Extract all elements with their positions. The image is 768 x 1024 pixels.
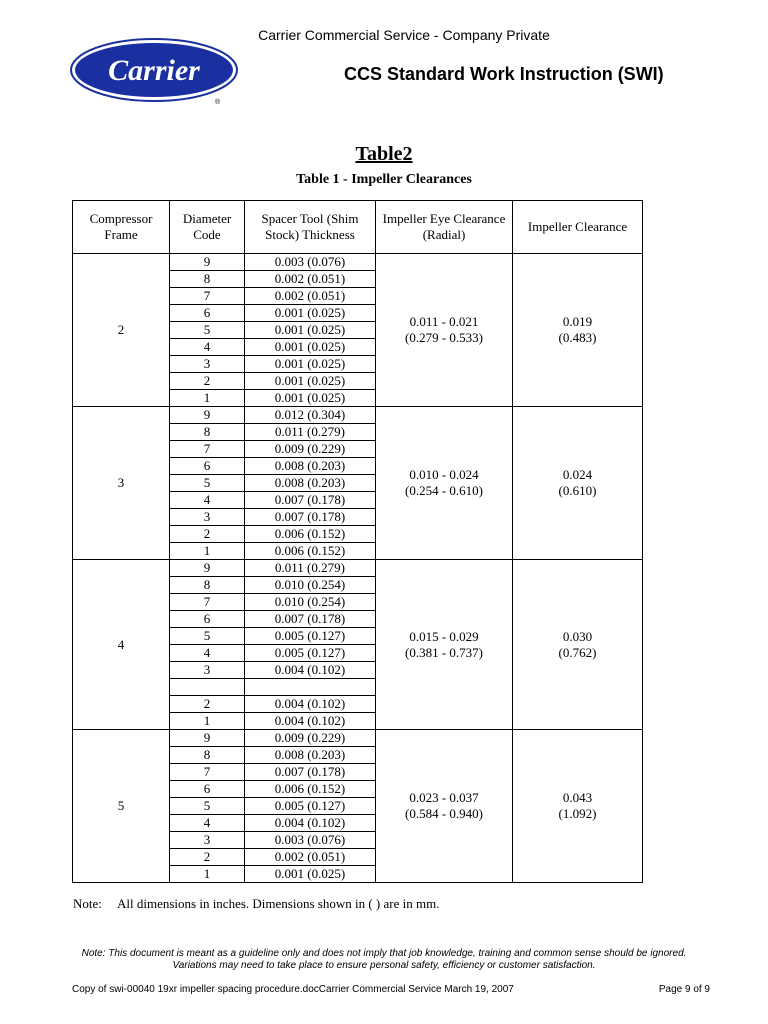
cell-diameter-code: 2	[170, 373, 245, 390]
note-label: Note:	[73, 896, 102, 911]
note-text: All dimensions in inches. Dimensions shown in ( ) are in mm.	[117, 896, 440, 911]
table-row	[73, 730, 643, 747]
carrier-logo	[70, 37, 242, 105]
impeller-clearance-mm: (0.610)	[558, 483, 597, 498]
cell-spacer-thickness: 0.004 (0.102)	[245, 815, 376, 832]
disclaimer	[0, 948, 768, 972]
cell-spacer-thickness: 0.012 (0.304)	[245, 407, 376, 424]
cell-spacer-thickness: 0.007 (0.178)	[245, 492, 376, 509]
cell-spacer-thickness: 0.005 (0.127)	[245, 628, 376, 645]
header-impeller-clearance: Impeller Clearance	[513, 201, 643, 254]
cell-diameter-code: 9	[170, 254, 245, 271]
cell-spacer-thickness: 0.006 (0.152)	[245, 781, 376, 798]
cell-diameter-code: 2	[170, 526, 245, 543]
cell-spacer-thickness: 0.008 (0.203)	[245, 458, 376, 475]
cell-spacer-thickness: 0.009 (0.229)	[245, 441, 376, 458]
table-body	[73, 254, 643, 883]
cell-spacer-thickness: 0.007 (0.178)	[245, 611, 376, 628]
cell-impeller-clearance	[513, 730, 643, 883]
eye-clearance-mm: (0.279 - 0.533)	[405, 330, 483, 345]
cell-spacer-thickness: 0.002 (0.051)	[245, 849, 376, 866]
cell-diameter-code: 3	[170, 832, 245, 849]
table-heading: Table2	[355, 143, 413, 165]
table-caption: Table 1 - Impeller Clearances	[296, 172, 472, 187]
cell-spacer-thickness: 0.003 (0.076)	[245, 254, 376, 271]
cell-spacer-thickness: 0.005 (0.127)	[245, 645, 376, 662]
cell-diameter-code: 3	[170, 662, 245, 679]
footer-page-number: Page 9 of 9	[658, 984, 710, 995]
table-row	[73, 254, 643, 271]
logo-registered-mark: ®	[215, 99, 221, 105]
cell-spacer-thickness: 0.004 (0.102)	[245, 696, 376, 713]
cell-diameter-code: 9	[170, 560, 245, 577]
cell-impeller-clearance	[513, 560, 643, 730]
cell-spacer-thickness: 0.001 (0.025)	[245, 866, 376, 883]
cell-spacer-thickness: 0.003 (0.076)	[245, 832, 376, 849]
header-spacer-tool: Spacer Tool (Shim Stock) Thickness	[245, 201, 376, 254]
cell-diameter-code: 5	[170, 475, 245, 492]
cell-diameter-code: 8	[170, 747, 245, 764]
cell-impeller-eye-clearance	[376, 254, 513, 407]
cell-diameter-code: 7	[170, 764, 245, 781]
cell-spacer-thickness: 0.001 (0.025)	[245, 322, 376, 339]
cell-spacer-thickness: 0.006 (0.152)	[245, 526, 376, 543]
header-diameter-code: Diameter Code	[170, 201, 245, 254]
cell-diameter-code: 2	[170, 849, 245, 866]
cell-spacer-thickness: 0.008 (0.203)	[245, 747, 376, 764]
cell-spacer-thickness: 0.004 (0.102)	[245, 662, 376, 679]
cell-diameter-code: 4	[170, 492, 245, 509]
cell-diameter-code: 2	[170, 696, 245, 713]
impeller-clearance-mm: (0.762)	[558, 644, 597, 660]
eye-clearance-inches: 0.010 - 0.024	[409, 467, 479, 482]
cell-spacer-thickness: 0.009 (0.229)	[245, 730, 376, 747]
cell-spacer-thickness: 0.011 (0.279)	[245, 560, 376, 577]
impeller-clearance-inches: 0.019	[562, 314, 593, 329]
cell-spacer-thickness: 0.011 (0.279)	[245, 424, 376, 441]
header-compressor-frame: Compressor Frame	[73, 201, 170, 254]
impeller-clearance-inches: 0.043	[562, 790, 593, 805]
cell-compressor-frame: 2	[73, 254, 170, 407]
impeller-clearance-inches: 0.030	[562, 628, 593, 644]
cell-diameter-code: 7	[170, 288, 245, 305]
impeller-clearance-mm: (1.092)	[558, 806, 597, 821]
eye-clearance-inches: 0.015 - 0.029	[409, 628, 479, 644]
cell-diameter-code: 6	[170, 458, 245, 475]
cell-diameter-code: 6	[170, 781, 245, 798]
eye-clearance-mm: (0.584 - 0.940)	[405, 806, 483, 821]
cell-spacer-thickness: 0.010 (0.254)	[245, 577, 376, 594]
cell-diameter-code: 4	[170, 645, 245, 662]
dimension-note	[73, 896, 439, 912]
cell-diameter-code: 9	[170, 407, 245, 424]
company-line: Carrier Commercial Service - Company Private	[258, 27, 550, 43]
cell-diameter-code: 1	[170, 713, 245, 730]
footer-document-info: Copy of swi-00040 19xr impeller spacing procedure.docCarrier Commercial Service March 19, 2007	[72, 984, 514, 995]
cell-diameter-code: 7	[170, 441, 245, 458]
cell-diameter-code: 9	[170, 730, 245, 747]
cell-diameter-code: 1	[170, 390, 245, 407]
cell-impeller-eye-clearance	[376, 560, 513, 730]
cell-diameter-code: 5	[170, 798, 245, 815]
cell-diameter-code: 8	[170, 577, 245, 594]
cell-diameter-code: 4	[170, 815, 245, 832]
cell-impeller-eye-clearance	[376, 730, 513, 883]
cell-diameter-code: 3	[170, 356, 245, 373]
table-row	[73, 407, 643, 424]
disclaimer-line-2: Variations may need to take place to ensure personal safety, efficiency or customer satisfaction.	[172, 960, 596, 971]
cell-spacer-thickness: 0.008 (0.203)	[245, 475, 376, 492]
impeller-clearance-table	[72, 200, 643, 883]
cell-diameter-code: 4	[170, 339, 245, 356]
disclaimer-line-1: Note: This document is meant as a guideline only and does not imply that job knowledge, training and common sense should be ignored.	[81, 948, 687, 959]
cell-impeller-clearance	[513, 254, 643, 407]
cell-compressor-frame: 4	[73, 560, 170, 730]
eye-clearance-inches: 0.011 - 0.021	[409, 314, 479, 329]
cell-diameter-code: 8	[170, 271, 245, 288]
cell-spacer-thickness: 0.006 (0.152)	[245, 543, 376, 560]
swi-title: CCS Standard Work Instruction (SWI)	[344, 64, 664, 84]
cell-compressor-frame: 3	[73, 407, 170, 560]
table-header-row	[73, 201, 643, 254]
impeller-clearance-inches: 0.024	[562, 467, 593, 482]
cell-spacer-thickness: 0.001 (0.025)	[245, 339, 376, 356]
cell-diameter-code: 7	[170, 594, 245, 611]
cell-spacer-thickness: 0.001 (0.025)	[245, 305, 376, 322]
cell-spacer-thickness: 0.010 (0.254)	[245, 594, 376, 611]
cell-diameter-code: 6	[170, 305, 245, 322]
cell-diameter-code: 5	[170, 322, 245, 339]
cell-spacer-thickness: 0.005 (0.127)	[245, 798, 376, 815]
cell-diameter-code: 8	[170, 424, 245, 441]
header-impeller-eye: Impeller Eye Clearance (Radial)	[376, 201, 513, 254]
cell-diameter-code: 1	[170, 543, 245, 560]
cell-spacer-thickness: 0.002 (0.051)	[245, 288, 376, 305]
cell-spacer-thickness: 0.001 (0.025)	[245, 356, 376, 373]
cell-diameter-code: 5	[170, 628, 245, 645]
cell-compressor-frame: 5	[73, 730, 170, 883]
cell-diameter-code: 1	[170, 866, 245, 883]
cell-impeller-eye-clearance	[376, 407, 513, 560]
cell-diameter-code	[170, 679, 245, 696]
cell-diameter-code: 3	[170, 509, 245, 526]
cell-spacer-thickness: 0.001 (0.025)	[245, 390, 376, 407]
eye-clearance-inches: 0.023 - 0.037	[409, 790, 479, 805]
eye-clearance-mm: (0.381 - 0.737)	[405, 644, 483, 660]
cell-spacer-thickness	[245, 679, 376, 696]
table-row	[73, 560, 643, 577]
cell-spacer-thickness: 0.002 (0.051)	[245, 271, 376, 288]
cell-diameter-code: 6	[170, 611, 245, 628]
cell-spacer-thickness: 0.007 (0.178)	[245, 764, 376, 781]
impeller-clearance-mm: (0.483)	[558, 330, 597, 345]
cell-impeller-clearance	[513, 407, 643, 560]
logo-text: Carrier	[108, 54, 200, 87]
cell-spacer-thickness: 0.007 (0.178)	[245, 509, 376, 526]
cell-spacer-thickness: 0.001 (0.025)	[245, 373, 376, 390]
cell-spacer-thickness: 0.004 (0.102)	[245, 713, 376, 730]
eye-clearance-mm: (0.254 - 0.610)	[405, 483, 483, 498]
